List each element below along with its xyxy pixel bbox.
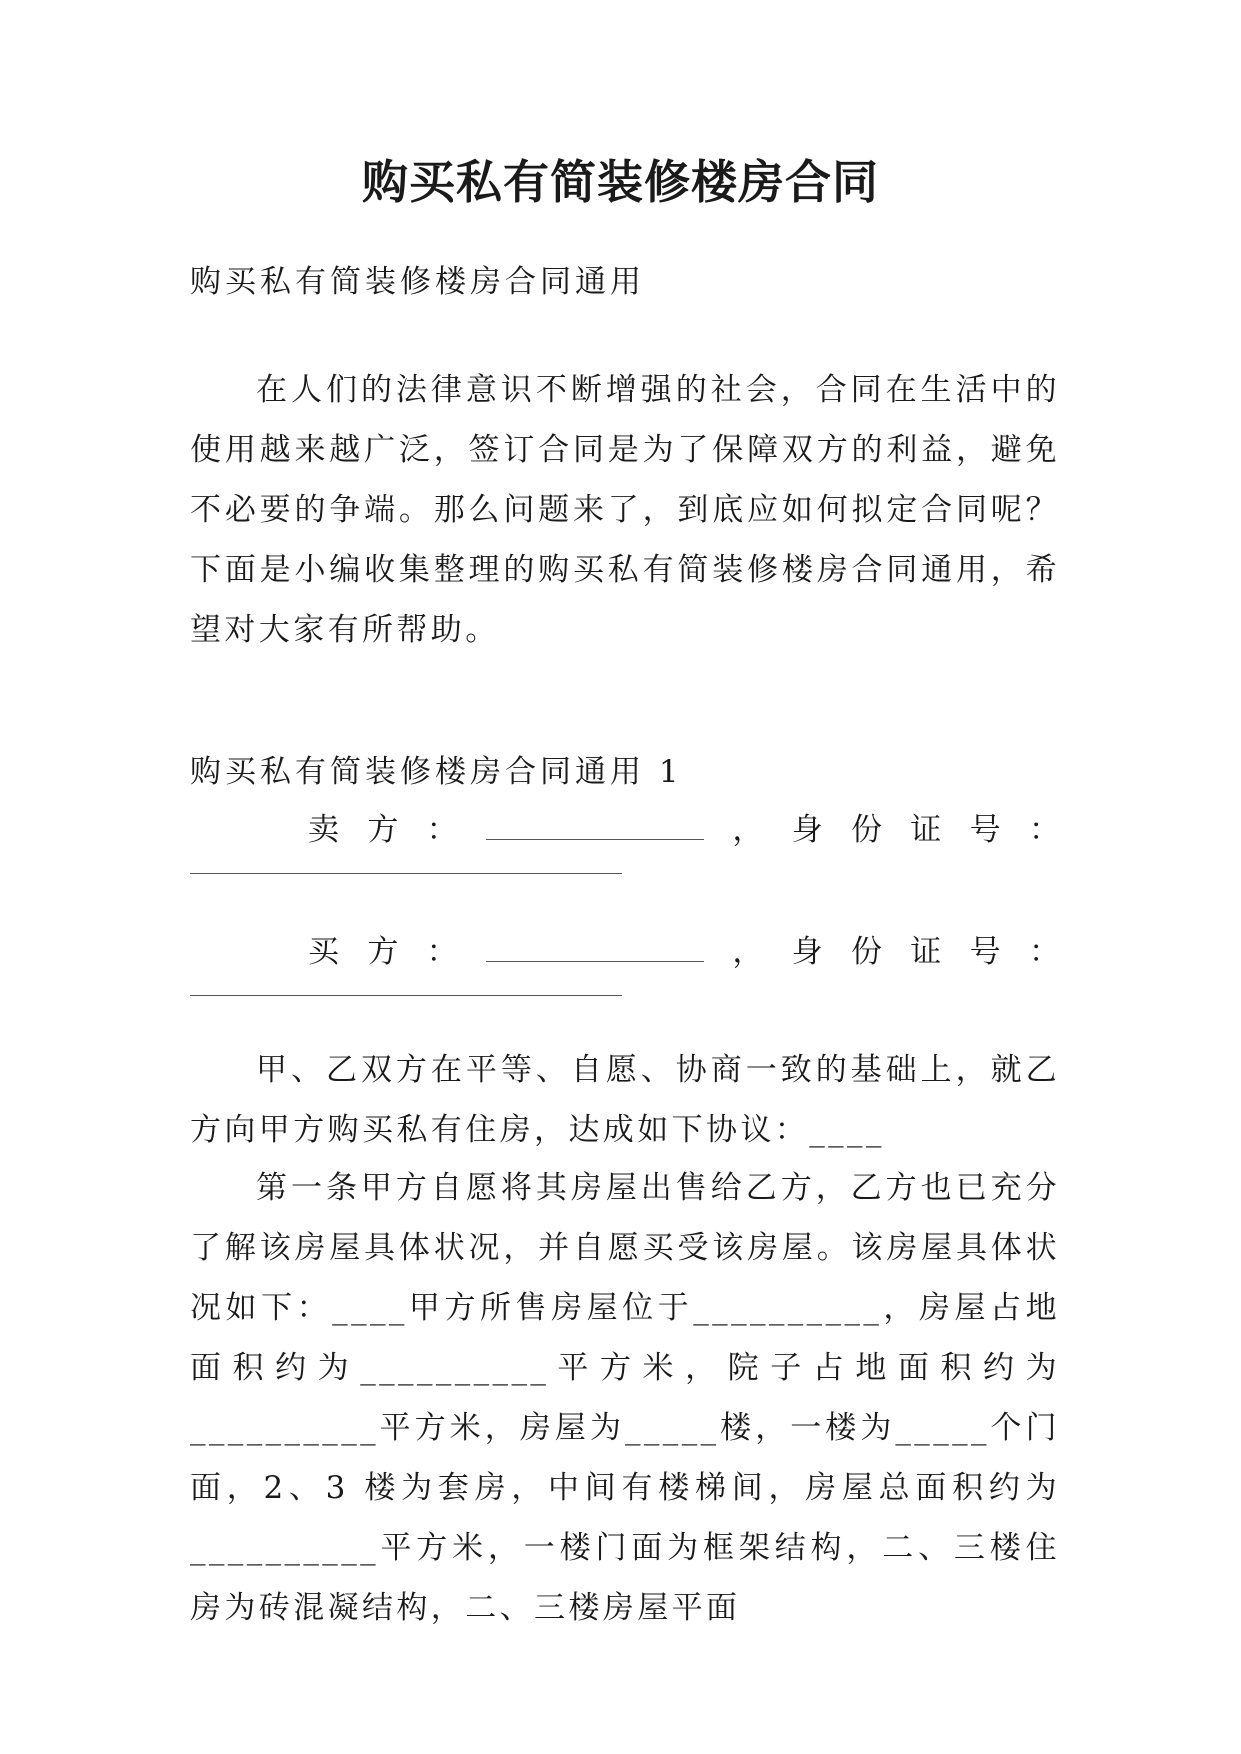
seller-char-2: 方 xyxy=(367,812,399,848)
buyer-row xyxy=(190,932,1060,972)
seller-comma: ， xyxy=(732,812,764,848)
buyer-id-char-3: 证 xyxy=(910,934,942,970)
buyer-name-blank xyxy=(486,935,704,962)
buyer-id-colon: ： xyxy=(1028,934,1060,970)
seller-char-1: 卖 xyxy=(308,812,339,848)
seller-name-blank xyxy=(486,813,704,840)
seller-id-colon: ： xyxy=(1028,812,1060,848)
agreement-paragraph: 甲、乙双方在平等、自愿、协商一致的基础上，就乙方向甲方购买私有住房，达成如下协议：____ xyxy=(190,1052,1060,1148)
buyer-id-char-4: 号 xyxy=(969,934,1001,970)
document-subtitle: 购买私有简装修楼房合同通用 xyxy=(190,264,645,300)
seller-colon: ： xyxy=(426,812,458,848)
seller-id-blank xyxy=(190,872,622,874)
buyer-comma: ， xyxy=(732,934,764,970)
intro-paragraph: 在人们的法律意识不断增强的社会，合同在生活中的使用越来越广泛，签订合同是为了保障双方的利益，避免不必要的争端。那么问题来了，到底应如何拟定合同呢？下面是小编收集整理的购买私有简装修楼房合同通用，希望对大家有所帮助。 xyxy=(190,372,1060,648)
buyer-colon: ： xyxy=(426,934,458,970)
buyer-char-2: 方 xyxy=(367,934,399,970)
buyer-id-char-2: 份 xyxy=(850,934,882,970)
seller-id-char-2: 份 xyxy=(850,812,882,848)
document-title: 购买私有简装修楼房合同 xyxy=(362,155,879,209)
buyer-id-char-1: 身 xyxy=(791,934,823,970)
buyer-char-1: 买 xyxy=(308,934,339,970)
section-heading: 购买私有简装修楼房合同通用 1 xyxy=(190,754,683,790)
buyer-id-blank xyxy=(190,994,622,996)
article-1-paragraph: 第一条甲方自愿将其房屋出售给乙方，乙方也已充分了解该房屋具体状况，并自愿买受该房屋。该房屋具体状况如下：____甲方所售房屋位于__________，房屋占地面积约为__________平方米，院子占地面积约为__________平方米，房屋为_____楼，一楼为_____个门面，2、3 楼为套房，中间有楼梯间，房屋总面积约为__________平方米，一楼门面为框架结构，二、三楼住房为砖混凝结构，二、三楼房屋平面 xyxy=(190,1170,1060,1626)
seller-row xyxy=(190,810,1060,850)
seller-id-char-1: 身 xyxy=(791,812,823,848)
seller-id-char-3: 证 xyxy=(910,812,942,848)
seller-id-char-4: 号 xyxy=(969,812,1001,848)
